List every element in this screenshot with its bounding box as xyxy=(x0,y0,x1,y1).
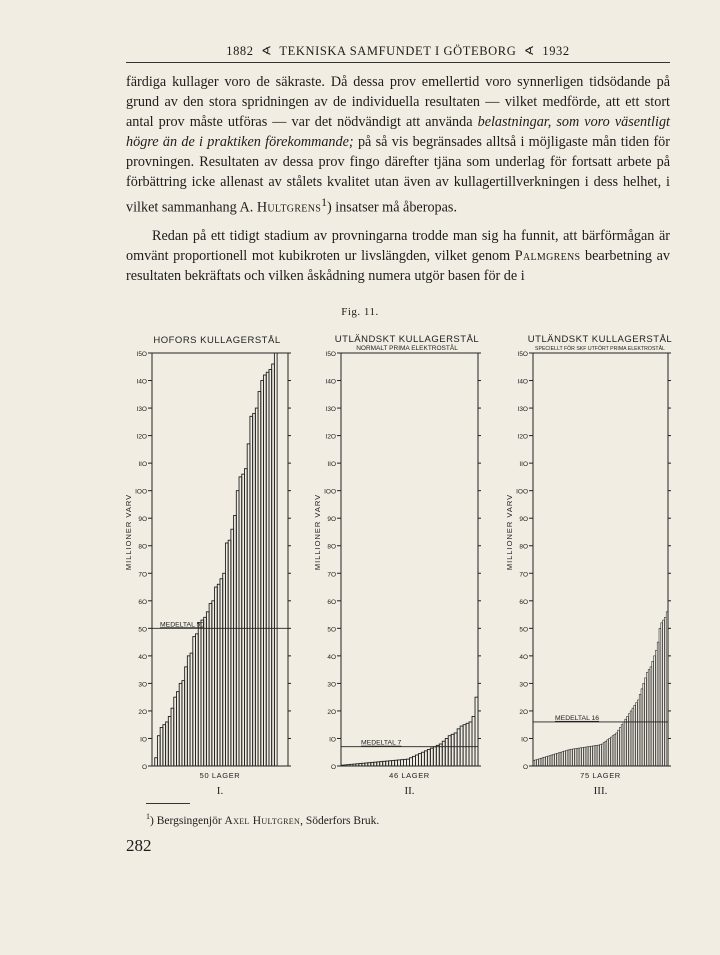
header-year: 1882 xyxy=(226,44,254,58)
chart-1-ytick-label: 9O xyxy=(138,516,147,524)
chart-1-ytick-label: I5O xyxy=(136,351,147,358)
chart-1-ytick-label: I2O xyxy=(136,433,147,441)
chart-2-ylabel: MILLIONER VARV xyxy=(313,493,322,571)
chart-1-title: HOFORS KULLAGERSTÅL xyxy=(153,335,281,346)
chart-1-ytick-label: 5O xyxy=(138,626,147,634)
chart-2-frame xyxy=(341,353,478,766)
chart-1-ytick-label: 7O xyxy=(138,571,147,579)
footnote-text-a: ) Bergsingenjör xyxy=(150,814,225,827)
running-header xyxy=(126,43,670,59)
chart-3-ytick-label: 8O xyxy=(519,543,528,551)
footnote-rule xyxy=(146,803,190,804)
chart-2-ytick-label: 4O xyxy=(327,653,336,661)
chart-2-ytick-label: 8O xyxy=(327,543,336,551)
chart-1-ytick-label: I3O xyxy=(136,406,147,414)
chart-1-bar xyxy=(274,353,277,766)
chart-2-ytick-label: 2O xyxy=(327,708,336,716)
chart-1-ytick-label: 8O xyxy=(138,543,147,551)
chart-2-ytick-label: 6O xyxy=(327,598,336,606)
chart-3-xlabel: 75 LAGER xyxy=(580,771,621,780)
paragraph-1-text-b: på så vis begränsades alltså i möjligaste mån tiden för provningen. Resultaten av dessa prov fingo därefter tjäna som underlag för fortsatt arbete på förbättring icke allenast av stålets kvalitet utan även av kullagertillverkningen i dess helhet, i vilket sammanhang A. xyxy=(126,134,671,216)
chart-3-bar xyxy=(666,612,668,766)
chart-3-ytick-label: I5O xyxy=(517,351,528,358)
chart-2-ytick-label: 3O xyxy=(327,681,336,689)
chart-1-ytick-label: 4O xyxy=(138,653,147,661)
footnote-ref: 1 xyxy=(321,195,327,209)
figure-charts xyxy=(0,320,720,800)
chart-3-title: UTLÄNDSKT KULLAGERSTÅL xyxy=(527,334,673,345)
paragraph-2 xyxy=(126,226,670,286)
chart-3-ytick-label: I3O xyxy=(517,406,528,414)
chart-2-title: UTLÄNDSKT KULLAGERSTÅL xyxy=(334,334,480,345)
chart-3-ytick-label: IOO xyxy=(516,488,528,496)
chart-3-ylabel: MILLIONER VARV xyxy=(505,493,514,571)
chart-2-ytick-label: I2O xyxy=(325,433,336,441)
author-name-hultgren: Hultgrens xyxy=(256,199,322,216)
chart-1-ytick-label: 3O xyxy=(138,681,147,689)
chart-2-ytick-label: I5O xyxy=(325,351,336,358)
chart-3-roman-numeral: III. xyxy=(593,785,608,797)
chart-3-ytick-label: 9O xyxy=(519,516,528,524)
chart-2-roman-numeral: II. xyxy=(404,785,415,797)
chart-1-ytick-label: O xyxy=(141,764,147,771)
chart-2-ytick-label: O xyxy=(330,764,336,771)
chart-3-ytick-label: 4O xyxy=(519,653,528,661)
paragraph-1-italic: belastningar, som voro väsentligt högre än de i praktiken förekommande; xyxy=(126,114,670,150)
chart-3-ytick-label: I4O xyxy=(517,378,528,386)
chart-1-ytick-label: I4O xyxy=(136,378,147,386)
chart-1-roman-numeral: I. xyxy=(216,785,224,797)
chart-2-ytick-label: 5O xyxy=(327,626,336,634)
chart-3-subtitle: SPECIELLT FÖR SKF UTFÖRT PRIMA ELEKTROSTÅL xyxy=(535,346,665,352)
chart-3-ytick-label: 6O xyxy=(519,598,528,606)
chart-2-bar xyxy=(475,697,478,766)
chart-3-mean-label: MEDELTAL 16 xyxy=(555,714,600,722)
author-name-palmgren: Palmgrens xyxy=(514,247,581,264)
header-journal: TEKNISKA SAMFUNDET I GÖTEBORG xyxy=(279,44,517,58)
footnote xyxy=(146,812,379,827)
chart-2-mean-label: MEDELTAL 7 xyxy=(361,739,402,747)
chart-3-ytick-label: 5O xyxy=(519,626,528,634)
header-ornament-left: ∢ xyxy=(257,44,276,58)
chart-1-xlabel: 50 LAGER xyxy=(199,771,241,780)
chart-3-ytick-label: O xyxy=(522,764,528,771)
body-text xyxy=(126,72,670,286)
chart-1-ytick-label: IOO xyxy=(135,488,147,496)
figure-label: Fig. 11. xyxy=(341,306,379,318)
paragraph-2-text-a: Redan på ett tidigt stadium av provningarna trodde man sig ha funnit, att bärförmågan är omvänt proportionell mot kubikroten ur livslängden, vilket genom xyxy=(126,227,670,264)
header-ornament-right: ∢ xyxy=(520,44,539,58)
chart-1-ytick-label: IO xyxy=(140,736,147,744)
footnote-name: Axel Hultgren xyxy=(224,814,301,827)
page-number: 282 xyxy=(126,836,152,855)
chart-2-xlabel: 46 LAGER xyxy=(389,771,430,780)
chart-2-ytick-label: 7O xyxy=(327,571,336,579)
chart-2-ytick-label: IOO xyxy=(324,488,336,496)
chart-3-ytick-label: 3O xyxy=(519,681,528,689)
chart-2-ytick-label: 9O xyxy=(327,516,336,524)
footnote-text-b: , Söderfors Bruk. xyxy=(300,814,380,827)
paragraph-1 xyxy=(126,72,670,218)
chart-1-mean-label: MEDELTAL 50 xyxy=(160,621,205,629)
chart-2-ytick-label: I3O xyxy=(325,406,336,414)
paragraph-1-text-c: ) insatser må åberopas. xyxy=(327,199,458,216)
chart-1-ytick-label: 6O xyxy=(138,598,147,606)
chart-1-ytick-label: 2O xyxy=(138,708,147,716)
chart-3-ytick-label: I2O xyxy=(517,433,528,441)
chart-3-ytick-label: IIO xyxy=(519,461,528,469)
header-year2: 1932 xyxy=(542,44,570,58)
paragraph-2-text-b: bearbetning av resultaten bekräftats och vilken åskådning numera utgör basen för de i xyxy=(126,247,670,284)
chart-3-ytick-label: 2O xyxy=(519,708,528,716)
header-rule xyxy=(126,62,670,63)
chart-3-ytick-label: IO xyxy=(521,736,528,744)
chart-1-ytick-label: IIO xyxy=(138,461,147,469)
chart-3-frame xyxy=(533,353,668,766)
chart-2-ytick-label: I4O xyxy=(325,378,336,386)
footnote-mark: 1 xyxy=(146,812,150,821)
chart-1-ylabel: MILLIONER VARV xyxy=(124,493,133,571)
paragraph-1-text-a: färdiga kullager voro de säkraste. Då dessa prov emellertid voro synnerligen tidsödande på grund av den stora spridningen av de individuella resultaten — vilket medförde, att ett stort antal prov måste utföras — var det nödvändigt att använda xyxy=(126,74,670,130)
chart-2-subtitle: NORMALT PRIMA ELEKTROSTÅL xyxy=(356,345,458,352)
chart-2-ytick-label: IIO xyxy=(327,461,336,469)
chart-3-ytick-label: 7O xyxy=(519,571,528,579)
chart-2-ytick-label: IO xyxy=(329,736,336,744)
